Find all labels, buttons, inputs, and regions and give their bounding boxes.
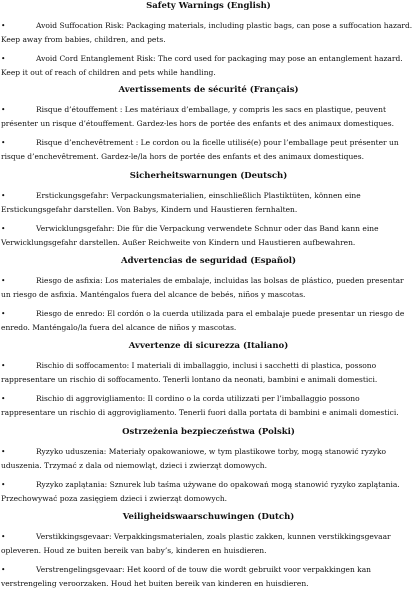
bullet: • [1, 447, 6, 456]
warning-item [0, 563, 417, 590]
section-heading: Safety Warnings (English) [146, 1, 271, 11]
section-heading: Sicherheitswarnungen (Deutsch) [129, 171, 288, 181]
warning-text: Rischio di soffocamento: I materiali di imballaggio, inclusi i sacchetti di plastica, possono rappresentare un rischio di soffocamento. Tenerli lontano da neonati, bambini e animali domestici. [1, 361, 378, 384]
warning-text: Rischio di aggrovigliamento: Il cordino o la corda utilizzati per l’imballaggio possono rappresentare un rischio di aggrovigliamento. Tenerli fuori dalla portata di bambini e animali domestici. [1, 394, 399, 417]
warning-text: Riesgo de asfixia: Los materiales de embalaje, incluidas las bolsas de plástico, pueden presentar un riesgo de asfixia. Manténgalos fuera del alcance de bebés, niños y mascotas. [1, 276, 404, 299]
warning-text: Verwicklungsgefahr: Die für die Verpackung verwendete Schnur oder das Band kann eine Verwicklungsgefahr darstellen. Außer Reichweite von Kindern und Haustieren aufbewahren. [1, 224, 379, 247]
warning-item [0, 274, 417, 301]
warning-text: Verstikkingsgevaar: Verpakkingsmaterialen, zoals plastic zakken, kunnen verstikkingsgevaar opleveren. Houd ze buiten bereik van baby’s, kinderen en huisdieren. [1, 532, 391, 555]
warning-text: Ryzyko uduszenia: Materiały opakowaniowe, w tym plastikowe torby, mogą stanowić ryzyko uduszenia. Trzymać z dala od niemowląt, dzieci i zwierząt domowych. [1, 447, 387, 470]
bullet: • [1, 54, 6, 63]
bullet: • [1, 105, 6, 114]
section-heading: Avertissements de sécurité (Français) [118, 85, 299, 95]
bullet: • [1, 191, 6, 200]
warning-text: Riesgo de enredo: El cordón o la cuerda utilizada para el embalaje puede presentar un riesgo de enredo. Manténgalo/la fuera del alcance de niños y mascotas. [1, 309, 405, 332]
section-german [0, 171, 417, 249]
warning-text: Risque d’étouffement : Les matériaux d’emballage, y compris les sacs en plastique, peuvent présenter un risque d’étouffement. Gardez-les hors de portée des enfants et des animaux domestiques. [1, 105, 394, 128]
warning-item [0, 19, 417, 46]
warning-item [0, 530, 417, 557]
bullet: • [1, 480, 6, 489]
bullet: • [1, 138, 6, 147]
bullet: • [1, 309, 6, 318]
section-polish [0, 427, 417, 505]
section-heading: Avvertenze di sicurezza (Italiano) [128, 341, 289, 351]
warning-text: Avoid Cord Entanglement Risk: The cord used for packaging may pose an entanglement hazard. Keep it out of reach of children and pets while handling. [1, 54, 403, 77]
section-heading: Advertencias de seguridad (Español) [120, 256, 297, 266]
warning-item [0, 52, 417, 79]
warning-text: Avoid Suffocation Risk: Packaging materials, including plastic bags, can pose a suffocation hazard. Keep away from babies, children, and pets. [1, 21, 413, 44]
section-spanish [0, 256, 417, 334]
warning-item [0, 445, 417, 472]
section-dutch [0, 512, 417, 590]
bullet: • [1, 532, 6, 541]
section-french [0, 85, 417, 163]
section-heading: Veiligheidswaarschuwingen (Dutch) [122, 512, 295, 522]
warning-item [0, 307, 417, 334]
warning-item [0, 392, 417, 419]
warning-item [0, 136, 417, 163]
section-english [0, 1, 417, 79]
bullet: • [1, 394, 6, 403]
warning-text: Verstrengelingsgevaar: Het koord of de touw die wordt gebruikt voor verpakkingen kan verstrengeling veroorzaken. Houd het buiten bereik van kinderen en huisdieren. [1, 565, 372, 588]
warning-text: Erstickungsgefahr: Verpackungsmaterialien, einschließlich Plastiktüten, können eine Erstickungsgefahr darstellen. Von Babys, Kindern und Haustieren fernhalten. [1, 191, 361, 214]
warning-item [0, 359, 417, 386]
section-heading: Ostrzeżenia bezpieczeństwa (Polski) [122, 427, 295, 437]
warning-item [0, 103, 417, 130]
bullet: • [1, 224, 6, 233]
warning-text: Risque d’enchevêtrement : Le cordon ou la ficelle utilisé(e) pour l’emballage peut présenter un risque d’enchevêtrement. Gardez-le/la hors de portée des enfants et des animaux domestiques. [1, 138, 399, 161]
bullet: • [1, 361, 6, 370]
section-italian [0, 341, 417, 419]
warning-item [0, 478, 417, 505]
bullet: • [1, 565, 6, 574]
warning-text: Ryzyko zaplątania: Sznurek lub taśma używane do opakowań mogą stanowić ryzyko zaplątania. Przechowywać poza zasięgiem dzieci i zwierząt domowych. [1, 480, 400, 503]
bullet: • [1, 21, 6, 30]
bullet: • [1, 276, 6, 285]
warning-item [0, 222, 417, 249]
warning-item [0, 189, 417, 216]
